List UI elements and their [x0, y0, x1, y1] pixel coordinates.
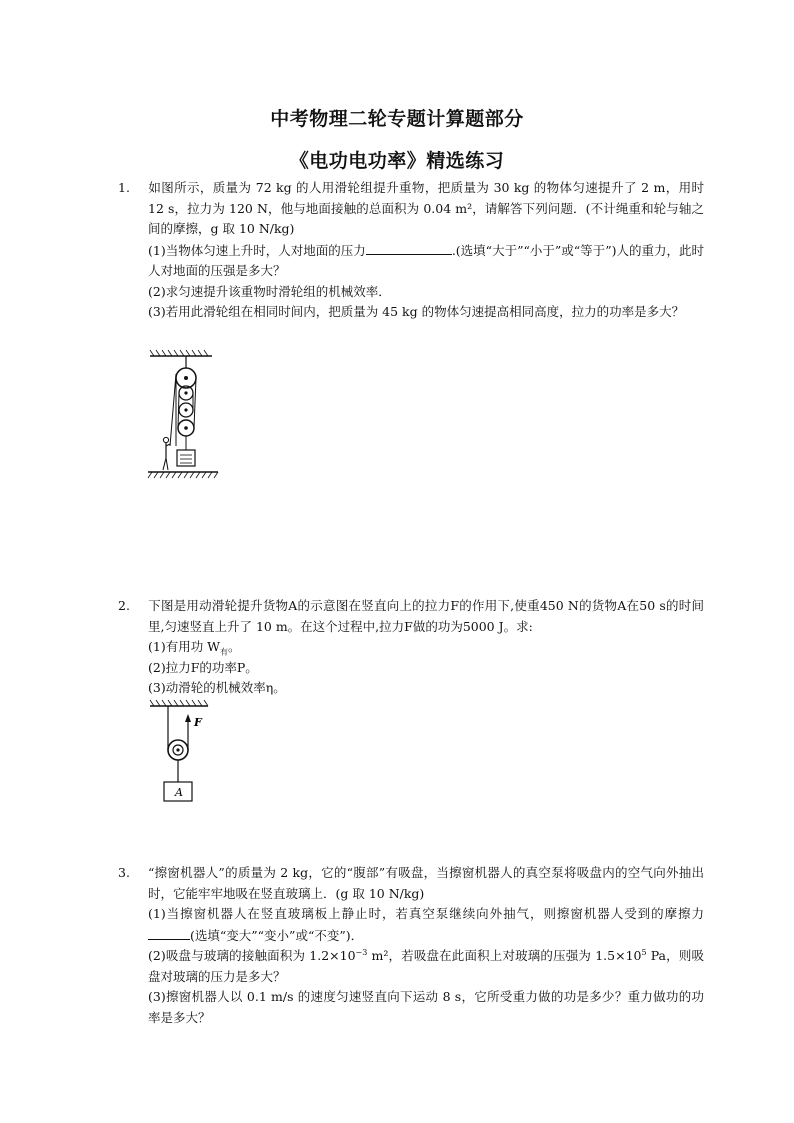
question-number: 2. — [118, 598, 130, 613]
question-3-sub-3: (3)擦窗机器人以 0.1 m/s 的速度匀速竖直向下运动 8 s，它所受重力做的功是多少？重力做功的功率是多大？ — [148, 989, 704, 1025]
question-2 — [118, 596, 704, 699]
question-2-stem: 2. 下图是用动滑轮提升货物A的示意图在竖直向上的拉力F的作用下,使重450 N的货物A在50 s的时间里,匀速竖直上升了 10 m。在这个过程中,拉力F做的功为5000 J。求: — [118, 598, 704, 634]
question-1-sub-1: (1)当物体匀速上升时，人对地面的压力 .(选填“大于”“小于”或“等于”)人的重力，此时人对地面的压强是多大？ — [118, 240, 704, 282]
answer-blank[interactable] — [148, 925, 190, 940]
question-number: 3. — [118, 865, 130, 880]
page-title: 中考物理二轮专题计算题部分 — [270, 108, 524, 130]
answer-blank[interactable] — [366, 240, 452, 255]
block-label: A — [175, 786, 183, 799]
question-3-stem: 3. “擦窗机器人”的质量为 2 kg，它的“腹部”有吸盘，当擦窗机器人的真空泵将吸盘内的空气向外抽出时，它能牢牢地吸在竖直玻璃上．(g 取 10 N/kg) — [118, 865, 704, 901]
question-2-sub-1: (1)有用功 $W_有$。 — [148, 639, 241, 657]
question-number: 1. — [118, 180, 130, 195]
pulley-block-figure — [146, 348, 220, 488]
question-1 — [118, 178, 704, 323]
question-3 — [118, 863, 704, 1028]
question-1-sub-2: (2)求匀速提升该重物时滑轮组的机械效率． — [148, 283, 391, 299]
question-2-sub-2: (2)拉力F的功率P。 — [148, 659, 258, 675]
question-1-sub-3: (3)若用此滑轮组在相同时间内，把质量为 45 kg 的物体匀速提高相同高度，拉力的功率是多大？ — [148, 304, 685, 319]
force-label: F — [194, 716, 202, 729]
page-subtitle: 《电功电功率》精选练习 — [289, 150, 505, 172]
question-2-sub-3: (3)动滑轮的机械效率η。 — [148, 680, 286, 695]
question-1-stem: 1. 如图所示，质量为 72 kg 的人用滑轮组提升重物，把质量为 30 kg 的物体匀速提升了 2 m，用时 12 s，拉力为 120 N，他与地面接触的总面积为 0.04 m²，请解答下列问题．(不计绳重和轮与轴之间的摩擦，g 取 10 N/kg) — [118, 180, 704, 236]
movable-pulley-figure — [148, 698, 214, 808]
question-3-sub-1: (1)当擦窗机器人在竖直玻璃板上静止时，若真空泵继续向外抽气，则擦窗机器人受到的摩擦力(选填“变大”“变小”或“不变”)． — [148, 906, 704, 943]
question-3-sub-2: (2)吸盘与玻璃的接触面积为 $1.2\times 10^{-3}$ m²，若吸盘在此面积上对玻璃的压强为 $1.5\times 10^5$ Pa，则吸盘对玻璃的压力是多大？ — [148, 947, 704, 984]
